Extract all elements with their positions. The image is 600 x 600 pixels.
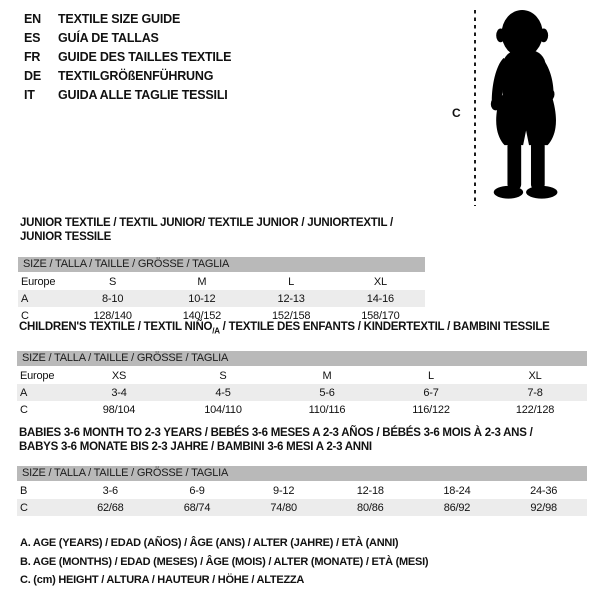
value-cell: 3-4: [111, 386, 127, 399]
language-item: [24, 86, 231, 105]
language-label: GUIDE DES TAILLES TEXTILE: [58, 50, 232, 64]
table-title-segment: / TEXTILE DES ENFANTS / KINDERTEXTIL / BAMBINI TESSILE: [219, 321, 550, 333]
baby-silhouette-icon: [481, 5, 579, 205]
table-row: [17, 384, 587, 401]
value-cell: 92/98: [530, 501, 557, 514]
language-label: GUIDA ALLE TAGLIE TESSILI: [58, 88, 228, 102]
table-title-segment: JUNIOR TEXTILE / TEXTIL JUNIOR/ TEXTILE JUNIOR / JUNIORTEXTIL / JUNIOR TESSILE: [20, 217, 393, 243]
value-cell: 80/86: [357, 501, 384, 514]
value-cell: XS: [111, 369, 127, 382]
table-size-header: SIZE / TALLA / TAILLE / GRÖSSE / TAGLIA: [18, 257, 425, 272]
table-title-line: [19, 320, 587, 338]
value-cell: 10-12: [188, 292, 216, 305]
table-row: [17, 499, 587, 516]
language-item: [24, 48, 231, 67]
table-title-line: [19, 440, 587, 454]
language-list: [24, 10, 231, 105]
table-title: [19, 426, 587, 454]
value-cell: 14-16: [366, 292, 394, 305]
value-cell: 6-7: [423, 386, 439, 399]
value-cell: 9-12: [273, 484, 295, 497]
value-cell: 4-5: [215, 386, 231, 399]
table-row: [17, 367, 587, 384]
value-cell: 6-9: [189, 484, 205, 497]
value-cell: 86/92: [443, 501, 471, 514]
value-cell: 12-18: [356, 484, 384, 497]
value-cell: L: [288, 275, 295, 288]
legend-note-line: B. AGE (MONTHS) / EDAD (MESES) / ÂGE (MOIS) / ALTER (MONATE) / ETÀ (MESI): [20, 555, 429, 568]
height-measure-dashed-line: [474, 10, 476, 206]
legend-notes: [20, 534, 428, 590]
value-cell: 122/128: [515, 403, 555, 416]
table-size-header: SIZE / TALLA / TAILLE / GRÖSSE / TAGLIA: [17, 466, 587, 481]
table-size-header: SIZE / TALLA / TAILLE / GRÖSSE / TAGLIA: [17, 351, 587, 366]
table-title-segment: /A: [212, 326, 220, 336]
row-label-cell: A: [21, 292, 29, 305]
table-title: [19, 320, 587, 338]
language-code: ES: [24, 31, 41, 45]
language-label: TEXTILE SIZE GUIDE: [58, 12, 181, 26]
value-cell: 140/152: [182, 309, 222, 322]
value-cell: 158/170: [361, 309, 400, 322]
size-table: [18, 273, 425, 324]
row-label-cell: C: [21, 309, 29, 322]
value-cell: XL: [373, 275, 387, 288]
value-cell: S: [219, 369, 227, 382]
value-cell: 62/68: [97, 501, 124, 514]
table-title-line: [19, 426, 587, 440]
value-cell: M: [322, 369, 332, 382]
language-code: EN: [24, 12, 41, 26]
language-item: [24, 29, 231, 48]
table-row: [17, 482, 587, 499]
value-cell: 68/74: [183, 501, 211, 514]
language-item: [24, 10, 231, 29]
row-label-cell: C: [20, 403, 28, 416]
language-label: TEXTILGRÖßENFÜHRUNG: [58, 69, 214, 83]
size-table-section-babies: [17, 426, 587, 516]
value-cell: 98/104: [102, 403, 136, 416]
language-code: IT: [24, 88, 35, 102]
language-code: FR: [24, 50, 41, 64]
row-label-cell: C: [20, 501, 28, 514]
value-cell: 7-8: [527, 386, 543, 399]
value-cell: 5-6: [319, 386, 335, 399]
value-cell: 74/80: [270, 501, 297, 514]
value-cell: 18-24: [443, 484, 471, 497]
value-cell: 128/140: [93, 309, 132, 322]
row-label-cell: A: [20, 386, 28, 399]
value-cell: M: [197, 275, 207, 288]
table-title-segment: BABYS 3-6 MONATE BIS 2-3 JAHRE / BAMBINI 3-6 MESI A 2-3 ANNI: [19, 441, 372, 453]
table-title-segment: CHILDREN'S TEXTILE / TEXTIL NIÑO: [19, 321, 213, 333]
size-table-section-childrens: [17, 320, 587, 418]
value-cell: 12-13: [277, 292, 305, 305]
legend-note-line: A. AGE (YEARS) / EDAD (AÑOS) / ÂGE (ANS) / ALTER (JAHRE) / ETÀ (ANNI): [20, 537, 399, 549]
table-title-segment: BABIES 3-6 MONTH TO 2-3 YEARS / BEBÉS 3-6 MESES A 2-3 AÑOS / BÉBÉS 3-6 MOIS À 2-3 ANS /: [19, 427, 533, 439]
row-label-cell: Europe: [20, 369, 55, 382]
value-cell: 3-6: [102, 484, 118, 497]
table-row: [18, 273, 425, 290]
value-cell: XL: [528, 369, 542, 382]
value-cell: 24-36: [530, 484, 558, 497]
language-item: [24, 67, 231, 86]
value-cell: 116/122: [412, 403, 450, 416]
table-row: [17, 401, 587, 418]
value-cell: 110/116: [308, 403, 346, 416]
table-row: [18, 290, 425, 307]
language-code: DE: [24, 69, 41, 83]
value-cell: 104/110: [204, 403, 242, 416]
table-title: [20, 216, 425, 244]
table-title-line: [20, 216, 425, 244]
value-cell: L: [428, 369, 434, 382]
size-table: [17, 367, 587, 418]
row-label-cell: Europe: [21, 275, 56, 288]
value-cell: 8-10: [102, 292, 124, 305]
height-measure-label: C: [452, 106, 461, 120]
size-table-section-junior: [18, 216, 425, 324]
row-label-cell: B: [20, 484, 28, 497]
value-cell: S: [109, 275, 117, 288]
language-label: GUÍA DE TALLAS: [58, 31, 159, 45]
size-table: [17, 482, 587, 516]
legend-note-line: C. (cm) HEIGHT / ALTURA / HAUTEUR / HÖHE / ALTEZZA: [20, 574, 305, 586]
value-cell: 152/158: [271, 309, 311, 322]
